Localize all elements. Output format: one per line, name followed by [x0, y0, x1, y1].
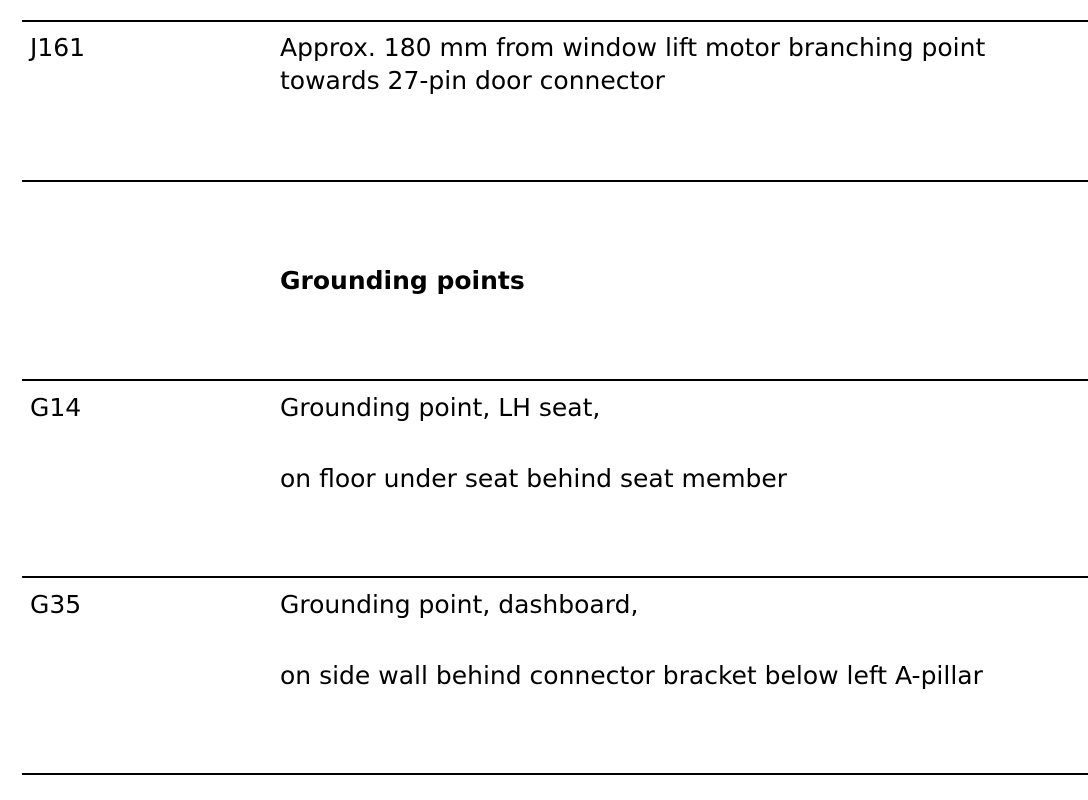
- location-description-line: towards 27-pin door connector: [280, 66, 665, 95]
- ground-code: G35: [30, 590, 82, 619]
- row-divider: [22, 20, 1088, 22]
- location-description-line: on side wall behind connector bracket below left A-pillar: [280, 661, 983, 690]
- row-divider: [22, 773, 1088, 775]
- location-description-line: Grounding point, LH seat,: [280, 393, 601, 422]
- row-divider: [22, 576, 1088, 578]
- ground-code: G14: [30, 393, 82, 422]
- row-divider: [22, 180, 1088, 182]
- location-description-line: Grounding point, dashboard,: [280, 590, 639, 619]
- location-description-line: on floor under seat behind seat member: [280, 464, 788, 493]
- location-description-line: Approx. 180 mm from window lift motor branching point: [280, 33, 986, 62]
- section-heading: Grounding points: [280, 266, 525, 295]
- row-divider: [22, 379, 1088, 381]
- connector-code: J161: [30, 33, 86, 62]
